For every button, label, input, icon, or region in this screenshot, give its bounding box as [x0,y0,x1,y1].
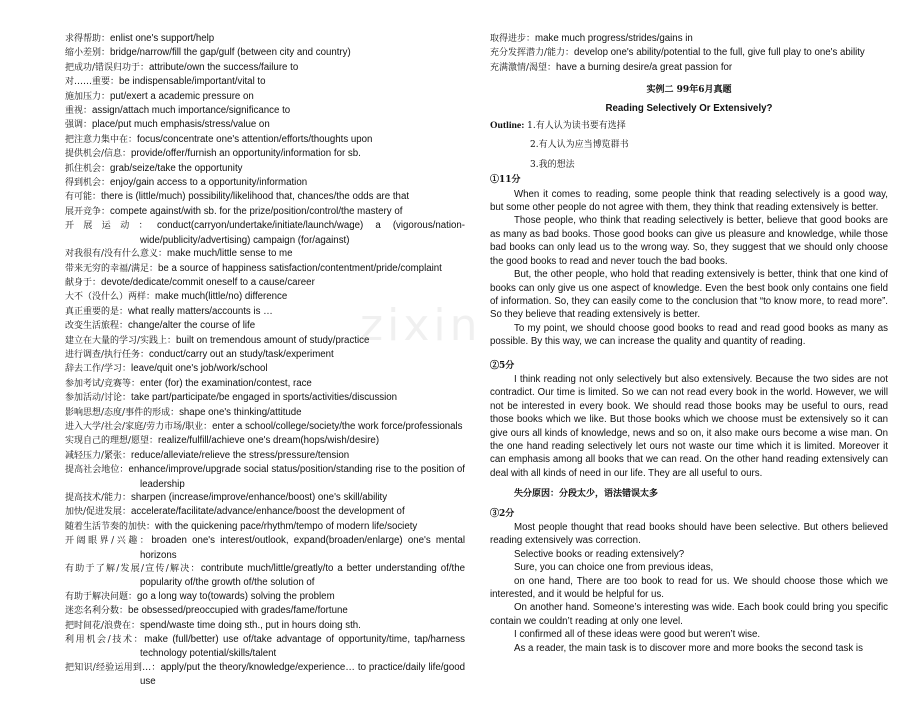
outline [490,119,888,133]
phrase-entry [65,319,465,333]
sample-3-paragraph: Selective books or reading extensively? [514,548,685,560]
phrase-chinese: 有助于了解/发展/宣传/解决： [65,564,201,575]
phrase-english: enter a school/college/society/the work force/professionals [212,420,463,432]
phrase-entry [65,391,465,405]
phrase-english: contribute much/little/greatly/to a better understanding of/the popularity of/the growth of/the solution of [140,563,465,589]
sample-3-paragraph: As a reader, the main task is to discover more and more books the second task is [514,642,863,654]
phrase-english: enhance/improve/upgrade social status/position/standing rise to the position of leadership [128,464,465,490]
phrase-chinese: 进入大学/社会/家庭/劳力市场/职业： [65,421,213,432]
phrase-entry [65,434,465,448]
phrase-chinese: 减轻压力/紧张： [65,450,132,461]
phrase-chinese: 充满激情/渴望： [490,62,557,73]
phrase-english: be a source of happiness satisfaction/contentment/pride/complaint [158,262,442,274]
phrase-entry [490,46,888,60]
phrase-english: broaden one's interest/outlook, expand(broaden/enlarge) one's mental horizons [140,535,465,561]
phrase-english: conduct(carryon/undertake/initiate/launch/wage) a (vigorous/nation-wide/publicity/advertising) campaign (for/against) [140,220,465,246]
phrase-chinese: 把注意力集中在： [65,134,138,145]
left-column [65,32,465,689]
outline-point-2: 2.有人认为应当博览群书 [530,140,629,151]
phrase-english: apply/put the theory/knowledge/experience… to practice/daily life/good use [140,661,465,688]
phrase-chinese: 得到机会： [65,178,111,189]
phrase-english: make (full/better) use of/take advantage of opportunity/time, tap/harness technology potential/skills/talent [140,634,465,660]
phrase-entry [65,619,465,633]
phrase-english: leave/quit one's job/work/school [131,363,268,375]
phrase-english: assign/attach much importance/significance to [92,105,291,117]
phrase-entry [65,290,465,304]
phrase-chinese: 开阔眼界/兴趣： [65,536,152,547]
phrase-english: bridge/narrow/fill the gap/gulf (between city and country) [110,47,351,59]
sample-3-paragraph: Most people thought that read books should have been selective. But others believed reading extensively was correction. [490,522,888,547]
outline-label: Outline: [490,120,525,132]
phrase-chinese: 缩小差别： [65,48,111,59]
phrase-entry [65,362,465,376]
phrase-chinese: 改变生活旅程： [65,321,129,332]
phrase-chinese: 加快/促进发展： [65,507,132,518]
phrase-chinese: 有助于解决问题： [65,591,138,602]
watermark: zixin [360,300,482,351]
sample-2-score: ②5分 [490,360,515,371]
phrase-english: place/put much emphasis/stress/value on [92,119,270,131]
phrase-chinese: 进行调查/执行任务： [65,349,150,360]
phrase-chinese: 参加活动/讨论： [65,393,132,404]
phrase-english: develop one's ability/potential to the full, give full play to one's ability [574,47,865,59]
phrase-chinese: 真正重要的是： [65,306,129,317]
phrase-chinese: 辞去工作/学习： [65,364,132,375]
sample-3-score: ③2分 [490,508,515,519]
phrase-chinese: 充分发挥潜力/能力： [490,48,575,59]
sample-1-score: ①11分 [490,175,521,186]
phrase-chinese: 把成功/错误归功于： [65,62,150,73]
phrase-chinese: 建立在大量的学习/实践上： [65,335,177,346]
sample-3-paragraph: On another hand. Someone’s interesting was wide. Each book could bring you specific contain we couldn’t reading at only one level. [490,602,888,627]
phrase-english: provide/offer/furnish an opportunity/information for sb. [131,148,361,160]
phrase-chinese: 施加压力： [65,91,111,102]
phrase-english: built on tremendous amount of study/practice [176,334,370,346]
phrase-english: take part/participate/be engaged in sports/activities/discussion [131,392,398,404]
phrase-entry [65,406,465,420]
phrase-entry [65,147,465,161]
phrase-english: be indispensable/important/vital to [119,76,266,88]
phrase-english: be obsessed/preoccupied with grades/fame/fortune [128,605,348,617]
phrase-entry [65,32,465,46]
phrase-entry [65,661,465,689]
phrase-entry [65,348,465,362]
phrase-chinese: 实现自己的理想/愿望： [65,436,159,447]
phrase-entry [65,104,465,118]
phrase-english: put/exert a academic pressure on [110,90,254,102]
phrase-english: enter (for) the examination/contest, race [140,377,312,389]
phrase-chinese: 随着生活节奏的加快： [65,521,156,532]
phrase-chinese: 强调： [65,120,93,131]
phrase-english: reduce/alleviate/relieve the stress/pressure/tension [131,449,350,461]
right-column [490,32,888,655]
phrase-entry [65,420,465,434]
phrase-entry [65,190,465,204]
phrase-entry [65,604,465,618]
phrase-english: what really matters/accounts is … [128,305,273,317]
phrase-entry [65,334,465,348]
phrase-entry [65,219,465,247]
phrase-english: shape one's thinking/attitude [179,406,302,418]
phrase-chinese: 求得帮助： [65,34,111,44]
phrase-entry [65,377,465,391]
exam-title: 实例二 99年6月真题 [646,85,732,96]
phrase-english: realize/fulfill/achieve one's dream(hops/wish/desire) [158,435,380,447]
phrase-chinese: 提供机会/信息： [65,149,132,160]
phrase-entry [65,133,465,147]
phrase-chinese: 重视： [65,106,93,117]
phrase-entry [65,262,465,276]
phrase-english: devote/dedicate/commit oneself to a cause/career [101,276,315,288]
phrase-chinese: 大不（没什么）两样： [65,292,156,303]
sample-1-paragraph: But, the other people, who hold that reading extensively is better, think that one kind of books can only give us one aspect of knowledge. Even the best book only contains one field of information. So, they can easily come to the conclusion that “to know more, to read more”. So they believe that reading extensively is better. [490,269,888,321]
phrase-english: make much progress/strides/gains in [535,33,693,44]
phrase-entry [65,534,465,562]
phrase-chinese: 利用机会/技术： [65,635,145,646]
phrase-chinese: 对我很有/没有什么意义： [65,249,168,260]
phrase-english: go a long way to(towards) solving the problem [137,590,335,602]
phrase-entry [65,90,465,104]
phrase-english: conduct/carry out an study/task/experiment [149,348,334,360]
phrase-chinese: 提高社会地位： [65,465,129,476]
phrase-entry [490,61,888,75]
phrase-entry [65,176,465,190]
phrase-english: spend/waste time doing sth., put in hours doing sth. [140,619,361,631]
phrase-chinese: 对……重要： [65,77,120,88]
phrase-entry [65,562,465,590]
phrase-chinese: 展开竞争： [65,206,111,217]
phrase-chinese: 有可能： [65,192,102,203]
phrase-entry [65,633,465,661]
phrase-english: there is (little/much) possibility/likelihood that, chances/the odds are that [101,191,410,203]
phrase-entry [65,46,465,60]
phrase-entry [65,491,465,505]
phrase-english: attribute/own the success/failure to [149,61,299,73]
phrase-chinese: 把时间花/浪费在： [65,620,141,631]
phrase-chinese: 把知识/经验运用到…： [65,662,161,673]
sample-3-paragraph: I confirmed all of these ideas were good but weren’t wise. [514,629,761,641]
phrase-entry [65,505,465,519]
phrase-english: enjoy/gain access to a opportunity/information [110,177,308,189]
phrase-entry [65,449,465,463]
sample-1-paragraph: Those people, who think that reading selectively is better, believe that good books are as many as bad books. Those good books can give us pleasure and knowledge, while those bad books can only lead us to the wrong way. So, they suggest that we should only choose the good books to read and never touch the bad books. [490,215,888,267]
phrase-english: make much(little/no) difference [155,291,288,303]
sample-3-paragraph: Sure, you can choice one from previous ideas, [514,562,714,574]
outline-point-3: 3.我的想法 [530,159,575,170]
phrase-chinese: 迷恋名利分数： [65,606,129,617]
phrase-entry [65,162,465,176]
sample-1-paragraph: To my point, we should choose good books to read and read good books as many as possible. By this way, we can increase the quality and quantity of reading. [490,322,888,348]
right-entries [490,32,888,75]
phrase-english: sharpen (increase/improve/enhance/boost) one's skill/ability [131,492,388,503]
phrase-chinese: 参加考试/竞赛等： [65,378,141,389]
sample-1-paragraph: When it comes to reading, some people think that reading selectively is a good way, but some other people do not agree with them, they think that reading extensively is better. [490,188,888,214]
phrase-english: enlist one's support/help [110,33,215,44]
sample-2-note: 失分原因：分段太少，语法错误太多 [514,489,659,500]
phrase-entry [65,305,465,319]
phrase-chinese: 抓住机会： [65,163,111,174]
phrase-english: grab/seize/take the opportunity [110,162,243,174]
phrase-chinese: 影响思想/态度/事件的形成： [65,407,180,418]
phrase-entry [65,61,465,75]
essay-title: Reading Selectively Or Extensively? [605,102,773,114]
phrase-chinese: 带来无穷的幸福/满足： [65,263,159,274]
phrase-entry [65,276,465,290]
phrase-english: accelerate/facilitate/advance/enhance/boost the development of [131,506,405,518]
phrase-english: make much/little sense to me [167,248,293,260]
phrase-chinese: 献身于： [65,277,102,288]
outline-point-1: 1.有人认为读书要有选择 [527,121,626,132]
phrase-entry [65,463,465,491]
phrase-english: compete against/with sb. for the prize/position/control/the mastery of [110,205,403,217]
phrase-entry [65,75,465,89]
phrase-chinese: 开展运动： [65,221,157,232]
phrase-entry [65,205,465,219]
phrase-entry [490,32,888,46]
phrase-entry [65,520,465,534]
phrase-english: with the quickening pace/rhythm/tempo of modern life/society [155,520,418,532]
phrase-entry [65,247,465,261]
phrase-english: have a burning desire/a great passion for [556,61,733,73]
phrase-english: focus/concentrate one's attention/efforts/thoughts upon [137,133,373,145]
phrase-entry [65,118,465,132]
phrase-chinese: 取得进步： [490,34,536,44]
sample-2-paragraph: I think reading not only selectively but also extensively. Because the two sides are not contradict. Our time is limited. So we can not read every book in the world. However, we will not be interested in every book. We should read those books may be useful to ours, read those books which we like. But those books which we choose must be extensively so it can give ours all kinds of knowledge, news and so on, it also make ours become a wise man. On the one hand reading selectively let ours not waste our time which it is limited. Moreover it can emphasis among all books that we can read. On the other hand reading extensively can deal with all kinds of need in our life. They are all useful to ours. [490,373,888,479]
phrase-english: change/alter the course of life [128,320,256,332]
phrase-chinese: 提高技术/能力： [65,493,132,503]
sample-3-paragraph: on one hand, There are too book to read for us. We should choose those which we interested, and it would be helpful for us. [490,575,888,601]
phrase-entry [65,590,465,604]
